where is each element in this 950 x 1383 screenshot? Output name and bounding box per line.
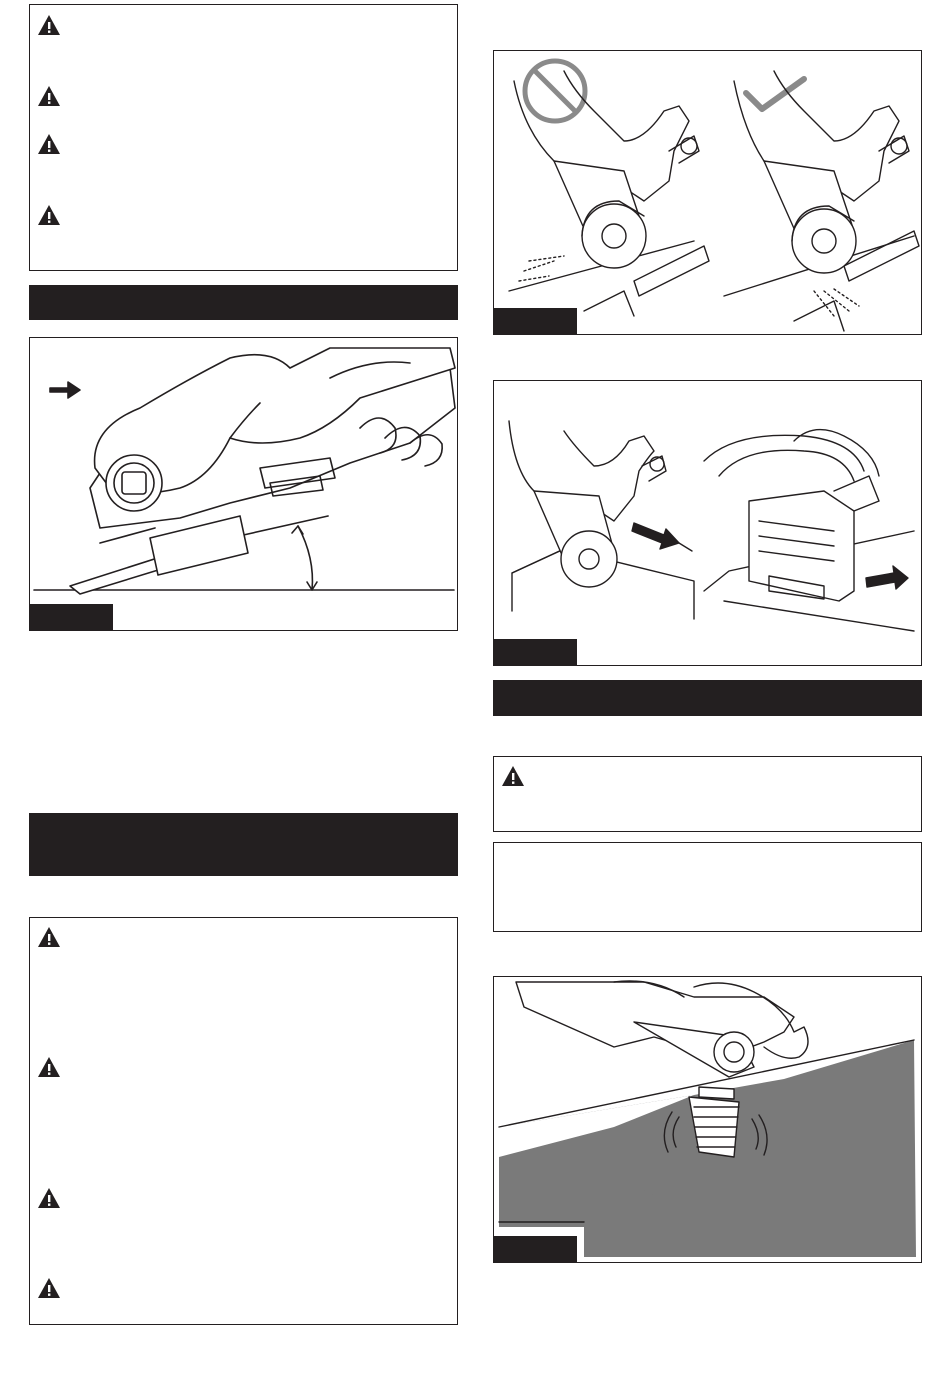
direction-arrow-icon: [632, 523, 679, 549]
section-header-bar: [493, 680, 922, 716]
cutting-direction-illustration: [494, 51, 922, 335]
figure-label-tag: [494, 308, 577, 334]
section-header-bar: [29, 813, 458, 876]
figure-cutting-push: [493, 380, 922, 666]
warning-box-top-left: [29, 4, 458, 271]
direction-arrow-icon: [866, 566, 908, 589]
section-header-bar: [29, 285, 458, 320]
warning-triangle-icon: [37, 1277, 61, 1299]
note-box-right: [493, 842, 922, 932]
figure-label-tag: [494, 639, 577, 665]
figure-wire-brush: [493, 976, 922, 1263]
warning-triangle-icon: [37, 85, 61, 107]
warning-triangle-icon: [37, 1187, 61, 1209]
warning-box-bottom-left: [29, 917, 458, 1325]
grinding-angle-illustration: [30, 338, 458, 631]
figure-label-tag: [494, 1236, 577, 1262]
warning-box-right: [493, 756, 922, 832]
warning-triangle-icon: [37, 133, 61, 155]
checkmark-icon: [746, 79, 804, 109]
figure-label-tag: [30, 604, 113, 630]
warning-triangle-icon: [37, 1056, 61, 1078]
figure-cutting-direction: [493, 50, 922, 335]
cutting-push-illustration: [494, 381, 922, 666]
wire-brush-illustration: [494, 977, 922, 1263]
warning-triangle-icon: [501, 765, 525, 787]
warning-triangle-icon: [37, 14, 61, 36]
warning-triangle-icon: [37, 926, 61, 948]
figure-grinding-angle: [29, 337, 458, 631]
warning-triangle-icon: [37, 204, 61, 226]
